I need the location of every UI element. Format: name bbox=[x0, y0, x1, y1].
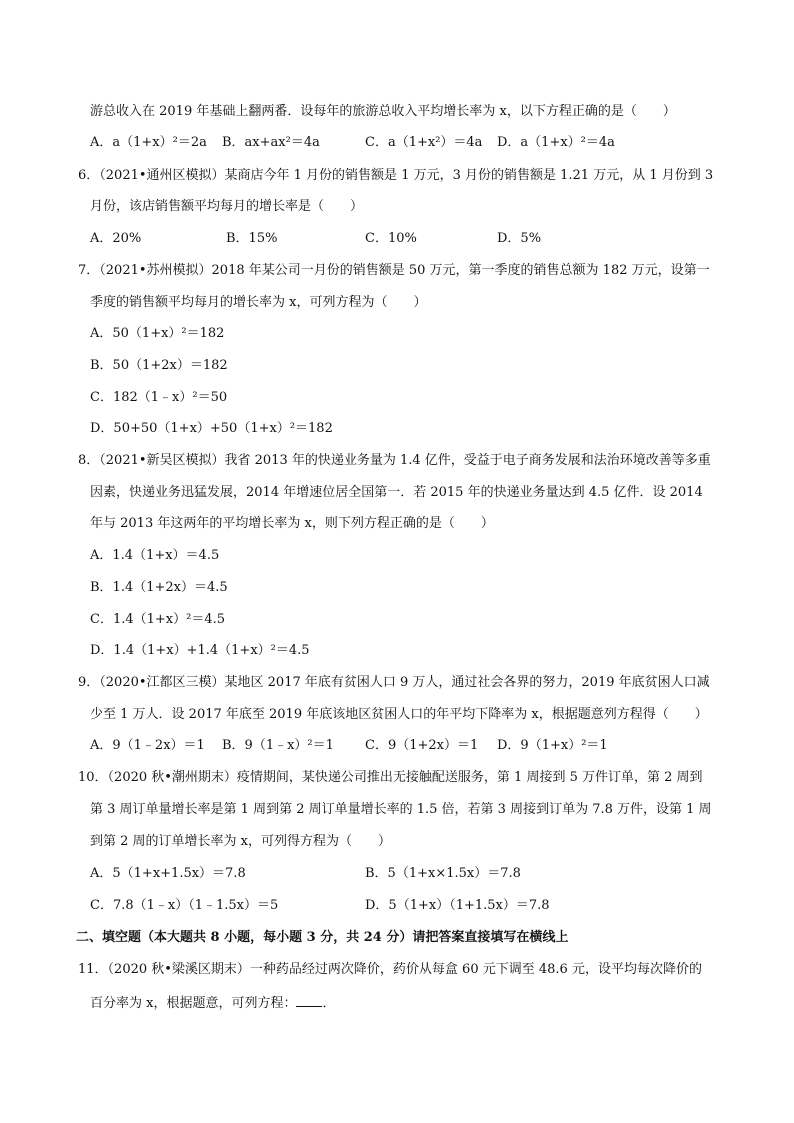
q5-option-c: C．a（1+x²）＝4a bbox=[365, 135, 483, 150]
q11-stem-end: ． bbox=[322, 996, 336, 1011]
q9-stem-line1: 9．（2020•江都区三模）某地区 2017 年底有贫困人口 9 万人，通过社会各界的努力，2019 年底贫困人口减 bbox=[78, 675, 710, 690]
q7-option-a: A．50（1+x）²＝182 bbox=[90, 326, 225, 341]
q9-option-b: B．9（1﹣x）²＝1 bbox=[222, 738, 334, 753]
q10-stem-line3: 到第 2 周的订单增长率为 x，可列得方程为（ ） bbox=[90, 834, 391, 849]
q10-option-d: D．5（1+x）（1+1.5x）＝7.8 bbox=[365, 898, 550, 913]
q10-option-b: B．5（1+x×1.5x）＝7.8 bbox=[365, 866, 521, 881]
q5-option-d: D．a（1+x）²＝4a bbox=[497, 135, 615, 150]
q8-stem-line2: 因素，快递业务迅猛发展，2014 年增速位居全国第一．若 2015 年的快递业务量达到 4.5 亿件．设 2014 bbox=[90, 485, 703, 500]
q10-option-c: C．7.8（1﹣x）（1﹣1.5x）＝5 bbox=[90, 898, 279, 913]
q8-stem-line1: 8．（2021•新吴区模拟）我省 2013 年的快递业务量为 1.4 亿件，受益于电子商务发展和法治环境改善等多重 bbox=[78, 453, 711, 468]
q5-option-a: A．a（1+x）²＝2a bbox=[90, 135, 207, 150]
q5-option-b: B．ax+ax²＝4a bbox=[222, 135, 320, 150]
q8-option-d: D．1.4（1+x）+1.4（1+x）²＝4.5 bbox=[90, 643, 310, 658]
q7-stem-line2: 季度的销售额平均每月的增长率为 x，可列方程为（ ） bbox=[90, 295, 427, 310]
q9-stem-line2: 少至 1 万人．设 2017 年底至 2019 年底该地区贫困人口的年平均下降率为 x，根据题意列方程得（ ） bbox=[90, 707, 708, 722]
q7-option-b: B．50（1+2x）＝182 bbox=[90, 358, 228, 373]
q8-option-a: A．1.4（1+x）＝4.5 bbox=[90, 548, 220, 563]
q9-option-c: C．9（1+2x）＝1 bbox=[365, 738, 479, 753]
q10-option-a: A．5（1+x+1.5x）＝7.8 bbox=[90, 866, 246, 881]
q6-option-b: B．15% bbox=[226, 231, 278, 246]
q7-stem-line1: 7．（2021•苏州模拟）2018 年某公司一月份的销售额是 50 万元，第一季度的销售总额为 182 万元，设第一 bbox=[78, 263, 710, 278]
q10-stem-line2: 第 3 周订单量增长率是第 1 周到第 2 周订单量增长率的 1.5 倍，若第 3 周接到订单为 7.8 万件，设第 1 周 bbox=[90, 802, 712, 817]
q9-option-a: A．9（1﹣2x）＝1 bbox=[90, 738, 205, 753]
q6-option-c: C．10% bbox=[365, 231, 417, 246]
q6-stem-line2: 月份，该店销售额平均每月的增长率是（ ） bbox=[90, 199, 364, 214]
q5-stem-cont: 游总收入在 2019 年基础上翻两番．设每年的旅游总收入平均增长率为 x，以下方程正确的是（ ） bbox=[90, 104, 676, 119]
q6-option-a: A．20% bbox=[90, 231, 142, 246]
q11-stem-text: 百分率为 x，根据题意，可列方程： bbox=[90, 996, 297, 1011]
q11-stem-line1: 11．（2020 秋•梁溪区期末）一种药品经过两次降价，药价从每盒 60 元下调至 48.6 元，设平均每次降价的 bbox=[78, 962, 702, 977]
q9-option-d: D．9（1+x）²＝1 bbox=[497, 738, 608, 753]
q7-option-c: C．182（1﹣x）²＝50 bbox=[90, 390, 228, 405]
q11-stem-line2 bbox=[90, 994, 335, 1012]
q6-stem-line1: 6．（2021•通州区模拟）某商店今年 1 月份的销售额是 1 万元，3 月份的销售额是 1.21 万元，从 1 月份到 3 bbox=[78, 168, 714, 183]
q10-stem-line1: 10．（2020 秋•潮州期末）疫情期间，某快递公司推出无接触配送服务，第 1 周接到 5 万件订单，第 2 周到 bbox=[78, 770, 703, 785]
q8-option-c: C．1.4（1+x）²＝4.5 bbox=[90, 612, 226, 627]
section-2-heading: 二、填空题（本大题共 8 小题，每小题 3 分，共 24 分）请把答案直接填写在横线上 bbox=[76, 930, 569, 945]
q6-option-d: D．5% bbox=[497, 231, 542, 246]
q8-stem-line3: 年与 2013 年这两年的平均增长率为 x，则下列方程正确的是（ ） bbox=[90, 516, 494, 531]
q7-option-d: D．50+50（1+x）+50（1+x）²＝182 bbox=[90, 421, 333, 436]
q11-answer-blank[interactable] bbox=[296, 994, 322, 1007]
q8-option-b: B．1.4（1+2x）＝4.5 bbox=[90, 580, 228, 595]
